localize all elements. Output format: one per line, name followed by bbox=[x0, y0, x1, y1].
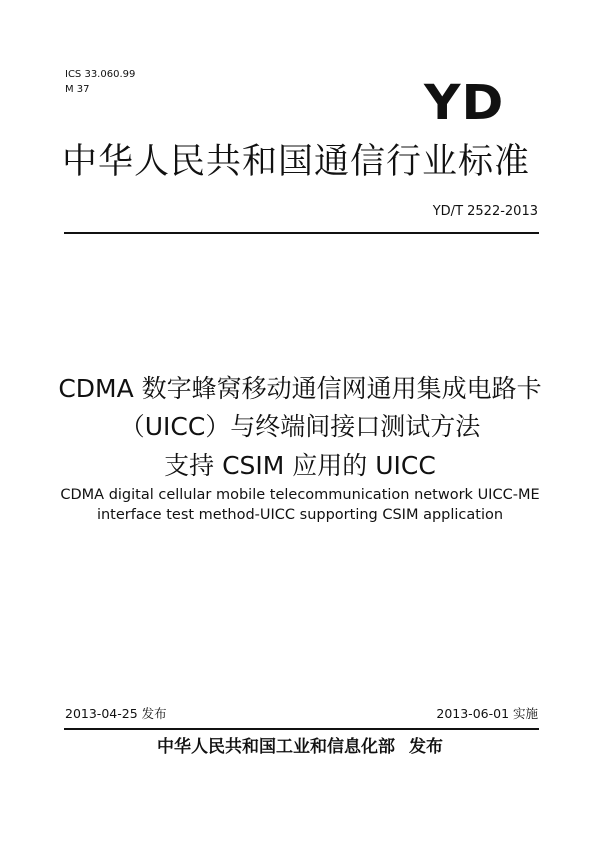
yd-logo: YD bbox=[424, 75, 505, 131]
ics-code: ICS 33.060.99 bbox=[65, 69, 136, 80]
title-cn-line-1: CDMA 数字蜂窝移动通信网通用集成电路卡 bbox=[58, 374, 542, 403]
title-en-line-2: interface test method-UICC supporting CSIM application bbox=[96, 507, 504, 523]
issuer-action: 发布 bbox=[409, 737, 443, 757]
title-cn-line-2: （UICC）与终端间接口测试方法 bbox=[119, 412, 481, 441]
title-en-line-1: CDMA digital cellular mobile telecommunication network UICC-ME bbox=[60, 487, 540, 503]
title-cn-line-3: 支持 CSIM 应用的 UICC bbox=[164, 451, 436, 480]
industry-standard-heading: 中华人民共和国通信行业标准 bbox=[62, 142, 531, 182]
implementation-date: 2013-06-01 实施 bbox=[436, 706, 538, 721]
issuer-name: 中华人民共和国工业和信息化部 bbox=[157, 737, 395, 757]
standard-number: YD/T 2522-2013 bbox=[432, 204, 538, 219]
top-divider bbox=[64, 232, 539, 234]
bottom-divider bbox=[64, 728, 539, 730]
ccs-code: M 37 bbox=[65, 84, 90, 95]
publish-date: 2013-04-25 发布 bbox=[65, 706, 167, 721]
issuer-line bbox=[40, 735, 560, 759]
